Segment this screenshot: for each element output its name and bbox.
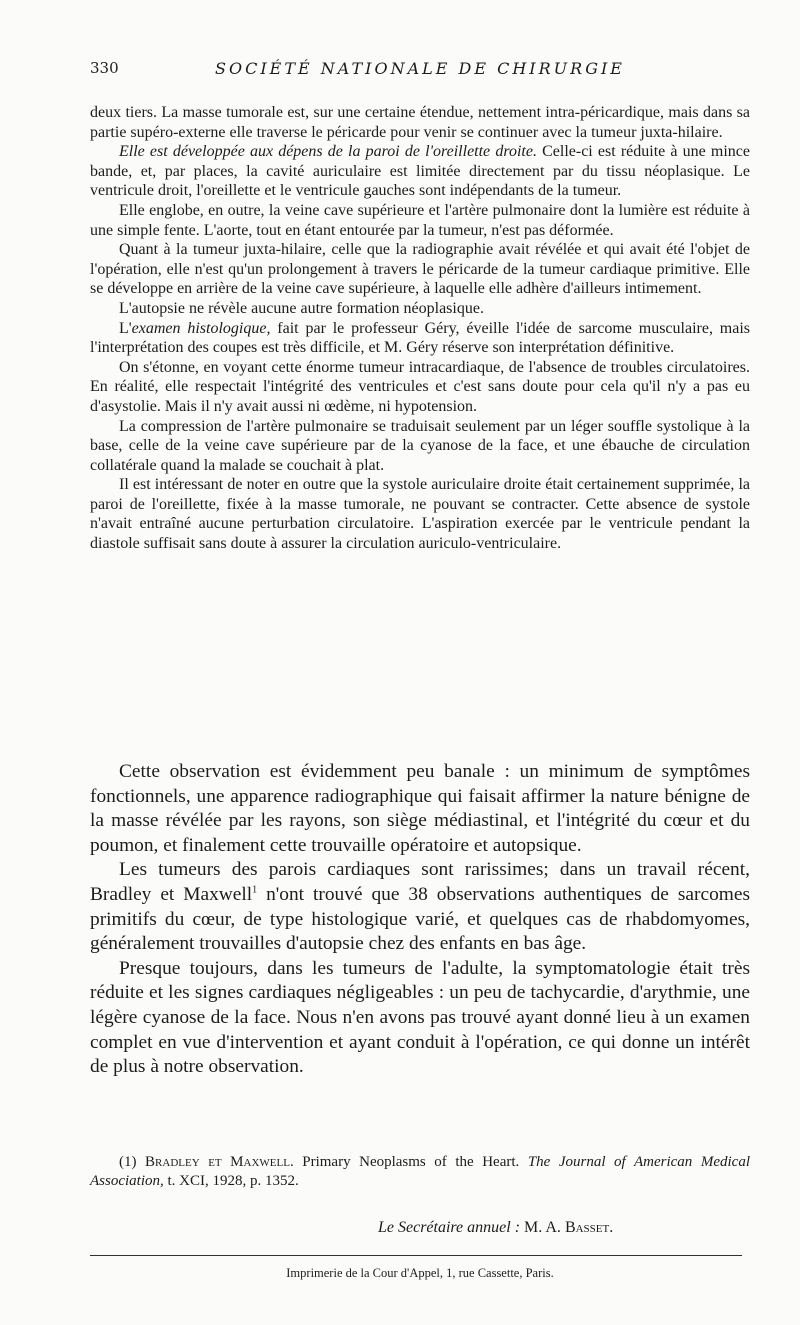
paragraph-text: Celle-ci est réduite à une mince bande, et, par places, la cavité auriculaire est limitée directement par du tissu néoplasique. Le ventricule droit, l'oreillette et le ventricule gauches sont indépendants de la tumeur. xyxy=(90,143,751,200)
paragraph: On s'étonne, en voyant cette énorme tumeur intracardiaque, de l'absence de troubles circulatoires. En réalité, elle respectait l'intégrité des ventricules et c'est sans doute pour cela qu'il n'y a pas eu d'asystolie. Mais il n'y avait aussi ni œdème, ni hypotension. xyxy=(90,358,750,415)
divider xyxy=(90,1255,742,1256)
footnote-title: Primary Neoplasms of the Heart. xyxy=(293,1154,528,1170)
case-report-text xyxy=(90,103,750,554)
paragraph xyxy=(90,142,750,201)
paragraph-text: fait par le professeur Géry, éveille l'idée de sarcome musculaire, mais l'interprétation des coupes est très difficile, et M. Géry réserve son interprétation définitive. xyxy=(90,319,750,357)
italic-phrase: examen histologique, xyxy=(131,319,271,337)
printer-imprint: Imprimerie de la Cour d'Appel, 1, rue Cassette, Paris. xyxy=(286,1266,554,1280)
paragraph: deux tiers. La masse tumorale est, sur une certaine étendue, nettement intra-péricardique, mais dans sa partie supéro-externe elle traverse le péricarde pour venir se continuer avec la tumeur juxta-hilaire. xyxy=(90,104,750,141)
signature-surname: Basset. xyxy=(564,1219,614,1236)
paragraph: La compression de l'artère pulmonaire se traduisait seulement par un léger souffle systolique à la base, celle de la veine cave supérieure par de la cyanose de la face, et une ébauche de circulation collatérale quand la malade se couchait à plat. xyxy=(90,417,750,474)
footnote xyxy=(90,1153,750,1191)
paragraph xyxy=(90,858,750,956)
paragraph: Presque toujours, dans les tumeurs de l'adulte, la symptomatologie était très réduite et les signes cardiaques négligeables : un peu de tachycardie, d'arythmie, une légère cyanose de la face. Nous n'en avons pas trouvé ayant donné lieu à un examen complet en vue d'intervention et ayant conduit à l'opération, ce qui donne un intérêt de plus à notre observation. xyxy=(90,957,750,1078)
paragraph: L'autopsie ne révèle aucune autre formation néoplasique. xyxy=(119,299,484,317)
paragraph-text: L' xyxy=(119,319,132,337)
footnote-number: (1) xyxy=(119,1154,137,1170)
italic-phrase: Elle est développée aux dépens de la paroi de l'oreillette droite. xyxy=(119,143,537,161)
page-number: 330 xyxy=(90,59,119,77)
footnote-reference: t. XCI, 1928, p. 1352. xyxy=(163,1173,299,1189)
running-title: SOCIÉTÉ NATIONALE DE CHIRURGIE xyxy=(215,59,625,78)
paragraph-text: Les tumeurs des parois cardiaques sont rarissimes; dans un travail récent, Bradley et Maxwell xyxy=(90,859,750,905)
paragraph xyxy=(90,319,750,358)
footnote-journal: The Journal of American Medical Association, xyxy=(90,1154,750,1189)
signature-initials: M. A. xyxy=(520,1219,565,1236)
signature-line xyxy=(378,1219,758,1237)
signature-role: Le Secrétaire annuel : xyxy=(378,1219,521,1236)
discussion-text xyxy=(90,760,750,1080)
paragraph: Il est intéressant de noter en outre que la systole auriculaire droite était certainement supprimée, la paroi de l'oreillette, fixée à la masse tumorale, ne pouvant se contracter. Cette absence de systole n'avait entraîné aucune perturbation circulatoire. L'aspiration exercée par le ventricule pendant la diastole suffisait sans doute à assurer la circulation auriculo-ventriculaire. xyxy=(90,476,750,553)
paragraph: Cette observation est évidemment peu banale : un minimum de symptômes fonctionnels, une apparence radiographique qui faisait affirmer la nature bénigne de la masse révélée par les rayons, son siège médiastinal, et l'intégrité du cœur et du poumon, et finalement cette trouvaille opératoire et autopsique. xyxy=(90,761,750,856)
paragraph: Quant à la tumeur juxta-hilaire, celle que la radiographie avait révélée et qui avait été l'objet de l'opération, elle n'est qu'un prolongement à travers le péricarde de la tumeur cardiaque primitive. Elle se développe en arrière de la veine cave supérieure, à laquelle elle adhère d'ailleurs intimement. xyxy=(90,241,750,298)
footnote-marker: 1 xyxy=(252,884,258,896)
paragraph-text: n'ont trouvé que 38 observations authentiques de sarcomes primitifs du cœur, de type histologique varié, et quelques cas de rhabdomyomes, généralement trouvailles d'autopsie chez des enfants en bas âge. xyxy=(90,883,750,955)
paragraph: Elle englobe, en outre, la veine cave supérieure et l'artère pulmonaire dont la lumière est réduite à une simple fente. L'aorte, tout en étant entourée par la tumeur, n'est pas déformée. xyxy=(90,201,750,239)
footnote-authors: Bradley et Maxwell. xyxy=(145,1154,294,1170)
page-header xyxy=(90,59,750,85)
